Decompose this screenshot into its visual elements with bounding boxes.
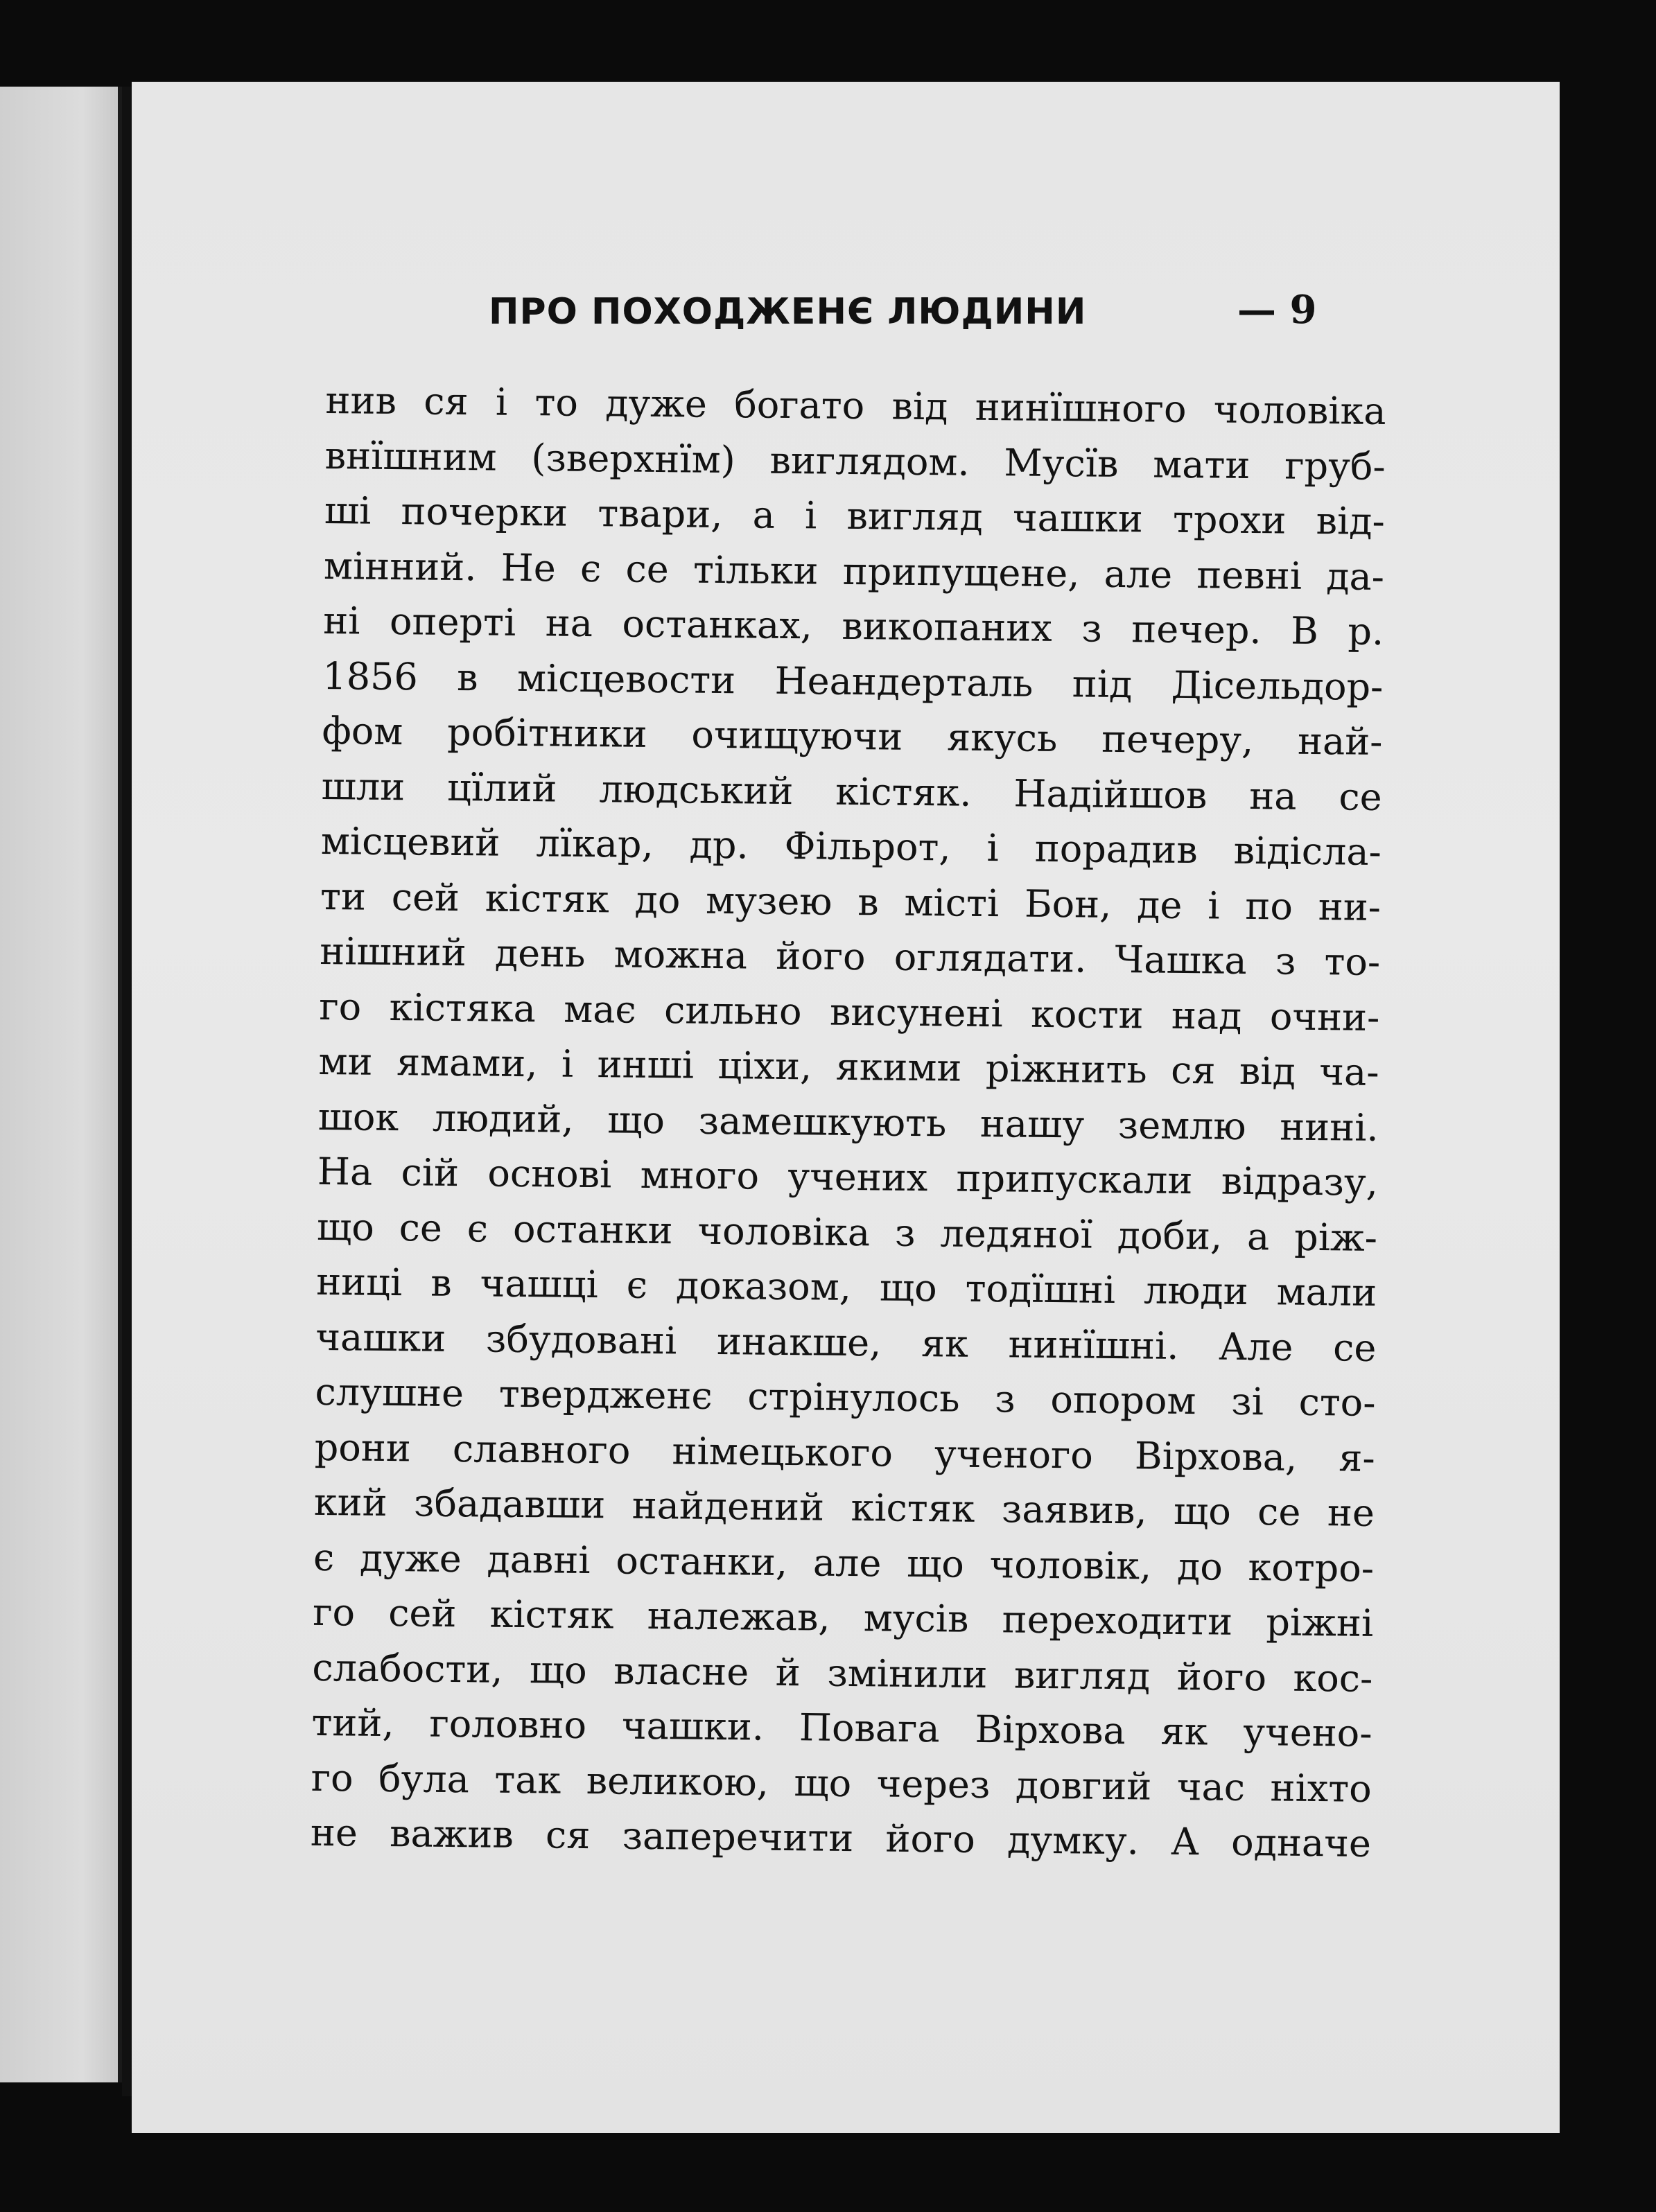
text-line: го сей кістяк належав, мусів переходити ріжні xyxy=(312,1590,1374,1645)
text-line: 1856 в місцевости Неандерталь під Дісельдор- xyxy=(322,653,1384,709)
text-line: чашки збудовані инакше, як нинїшні. Але се xyxy=(315,1315,1377,1370)
text-line: го була так великою, що через довгий час ніхто xyxy=(311,1755,1372,1811)
text-line: мінний. Не є се тільки припущене, але певні да- xyxy=(323,543,1385,599)
text-line: тий, головно чашки. Повага Вірхова як учено- xyxy=(311,1700,1372,1755)
text-line: не важив ся заперечити його думку. А одначе xyxy=(310,1810,1372,1866)
text-line: нішний день можна його оглядати. Чашка з то- xyxy=(319,929,1381,984)
text-line: шок людий, що замешкують нашу землю нині. xyxy=(317,1094,1379,1150)
text-line: місцевий лїкар, др. Фільрот, і порадив відісла- xyxy=(320,818,1382,874)
text-line: шли цїлий людський кістяк. Надійшов на се xyxy=(321,764,1383,819)
body-text xyxy=(311,373,1386,1871)
text-line: слабости, що власне й змінили вигляд його кос- xyxy=(312,1645,1373,1701)
text-line: ти сей кістяк до музею в місті Бон, де і по ни- xyxy=(320,874,1382,929)
text-line: ші почерки твари, а і вигляд чашки трохи від- xyxy=(324,488,1386,544)
text-line: нив ся і то дуже богато від нинїшного чоловіка xyxy=(325,378,1386,434)
page-number: — 9 xyxy=(1237,287,1317,333)
text-line: ниці в чашці є доказом, що тодїшні люди мали xyxy=(315,1259,1377,1315)
text-line: ні оперті на останках, викопаних з печер. В р. xyxy=(322,598,1384,654)
text-line: слушне твердженє стрінулось з опором зі сто- xyxy=(315,1369,1376,1425)
text-line: фом робітники очищуючи якусь печеру, най- xyxy=(322,708,1383,764)
text-line: є дуже давні останки, але що чоловік, до котро- xyxy=(313,1535,1375,1590)
text-line: рони славного німецького ученого Вірхова, я- xyxy=(314,1425,1376,1480)
text-line: ми ямами, і инші ціхи, якими ріжнить ся від ча- xyxy=(318,1039,1379,1094)
text-line: кий збадавши найдений кістяк заявив, що се не xyxy=(313,1480,1375,1535)
text-line: го кістяка має сильно висунені кости над очни- xyxy=(319,984,1380,1039)
running-title: ПРО ПОХОДЖЕНЄ ЛЮДИНИ xyxy=(489,291,1087,333)
previous-page-edge xyxy=(0,87,122,2082)
book-gutter xyxy=(122,87,132,2096)
text-line: внїшним (зверхнїм) виглядом. Мусїв мати груб- xyxy=(324,433,1386,489)
text-line: що се є останки чоловіка з ледяної доби, а ріж- xyxy=(316,1204,1378,1260)
text-line: На сій основі много учених припускали відразу, xyxy=(317,1149,1379,1204)
page-header xyxy=(489,277,1459,353)
